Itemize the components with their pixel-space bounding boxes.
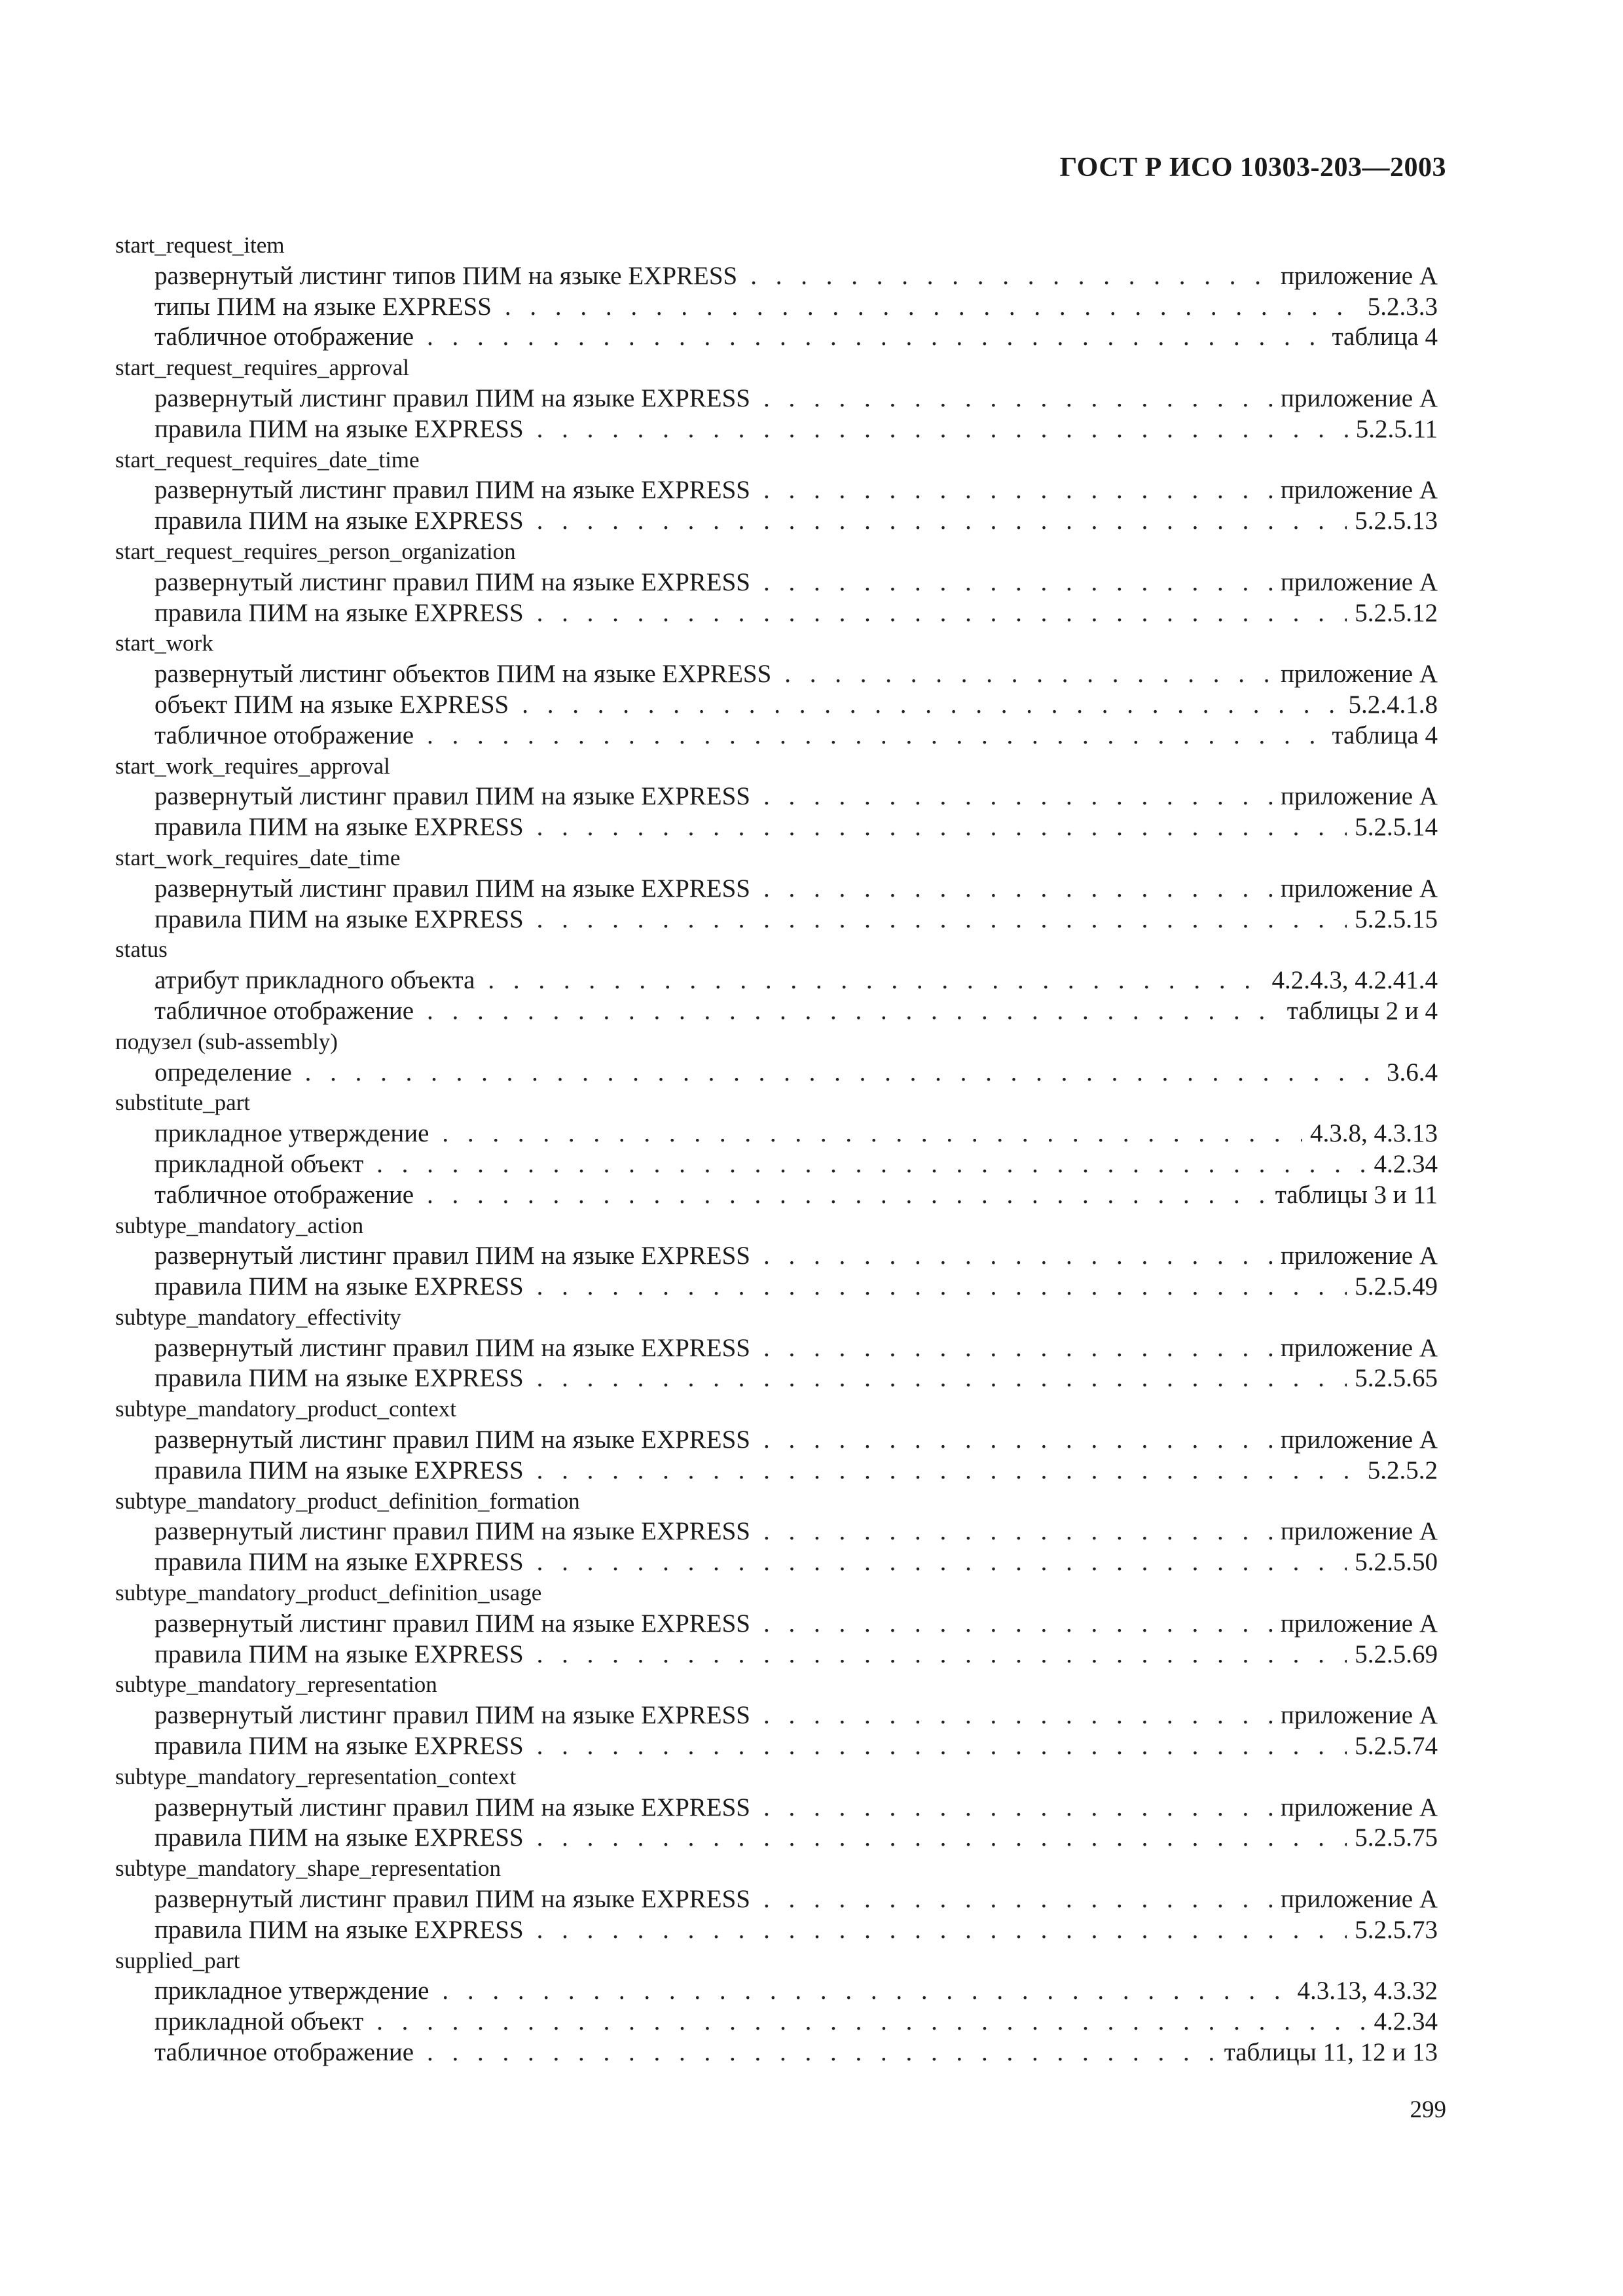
index-entry bbox=[115, 1976, 1438, 2007]
entry-reference: приложение А bbox=[1281, 782, 1438, 811]
entry-reference: 5.2.4.1.8 bbox=[1348, 690, 1438, 719]
entry-label: типы ПИМ на языке EXPRESS bbox=[155, 292, 492, 321]
index-entry bbox=[115, 1640, 1438, 1670]
entry-label: развернутый листинг типов ПИМ на языке EXPRESS bbox=[155, 261, 738, 290]
entry-label: определение bbox=[155, 1058, 292, 1086]
entry-reference: приложение А bbox=[1281, 261, 1438, 290]
entry-label: развернутый листинг правил ПИМ на языке EXPRESS bbox=[155, 1426, 750, 1454]
index-entry bbox=[115, 1884, 1438, 1915]
entry-label: развернутый листинг правил ПИМ на языке EXPRESS bbox=[155, 874, 750, 903]
dot-leader bbox=[537, 1915, 1347, 1946]
entry-label: правила ПИМ на языке EXPRESS bbox=[155, 905, 524, 933]
entry-reference: приложение А bbox=[1281, 1701, 1438, 1730]
dot-leader bbox=[763, 475, 1273, 506]
index-entry bbox=[115, 905, 1438, 935]
entry-label: развернутый листинг правил ПИМ на языке EXPRESS bbox=[155, 1242, 750, 1270]
dot-leader bbox=[763, 1241, 1273, 1272]
dot-leader bbox=[763, 1425, 1273, 1456]
index-term: start_request_requires_date_time bbox=[115, 446, 420, 473]
dot-leader bbox=[763, 1333, 1273, 1364]
dot-leader bbox=[537, 812, 1347, 843]
index-entry bbox=[115, 322, 1438, 353]
index-term: subtype_mandatory_representation bbox=[115, 1672, 437, 1698]
index-entry bbox=[115, 1241, 1438, 1272]
index-entry bbox=[115, 506, 1438, 537]
dot-leader bbox=[427, 322, 1324, 353]
index-entry bbox=[115, 384, 1438, 414]
entry-reference: приложение А bbox=[1281, 874, 1438, 903]
dot-leader bbox=[376, 1149, 1366, 1180]
entry-label: прикладной объект bbox=[155, 2007, 364, 2036]
entry-reference: 5.2.5.65 bbox=[1355, 1364, 1438, 1393]
index-entry bbox=[115, 261, 1438, 292]
index-term: subtype_mandatory_product_context bbox=[115, 1396, 456, 1422]
index-entry bbox=[115, 598, 1438, 629]
index-entry bbox=[115, 1915, 1438, 1946]
entry-reference: 5.2.3.3 bbox=[1367, 292, 1438, 321]
entry-reference: приложение А bbox=[1281, 1426, 1438, 1454]
index-term: status bbox=[115, 937, 168, 963]
index-entry bbox=[115, 1180, 1438, 1211]
dot-leader bbox=[522, 690, 1340, 721]
entry-label: прикладное утверждение bbox=[155, 1119, 429, 1148]
entry-label: развернутый листинг правил ПИМ на языке EXPRESS bbox=[155, 476, 750, 505]
entry-reference: 5.2.5.11 bbox=[1355, 414, 1438, 443]
index-entry bbox=[115, 1363, 1438, 1394]
index-entry bbox=[115, 659, 1438, 690]
entry-reference: таблицы 2 и 4 bbox=[1286, 996, 1438, 1025]
entry-label: развернутый листинг правил ПИМ на языке EXPRESS bbox=[155, 1793, 750, 1821]
entry-label: правила ПИМ на языке EXPRESS bbox=[155, 1823, 524, 1852]
entry-reference: 4.3.8, 4.3.13 bbox=[1310, 1119, 1438, 1148]
index-entry bbox=[115, 475, 1438, 506]
index-term: подузел (sub-assembly) bbox=[115, 1028, 338, 1054]
entry-label: правила ПИМ на языке EXPRESS bbox=[155, 1640, 524, 1668]
index-entry bbox=[115, 1731, 1438, 1762]
dot-leader bbox=[537, 598, 1347, 629]
dot-leader bbox=[442, 1976, 1289, 2007]
dot-leader bbox=[763, 1609, 1273, 1640]
entry-reference: таблица 4 bbox=[1332, 323, 1438, 351]
dot-leader bbox=[488, 965, 1264, 996]
dot-leader bbox=[537, 1823, 1347, 1854]
index-entry bbox=[115, 1793, 1438, 1823]
entry-label: правила ПИМ на языке EXPRESS bbox=[155, 1548, 524, 1577]
entry-label: табличное отображение bbox=[155, 1180, 414, 1209]
dot-leader bbox=[427, 996, 1279, 1027]
entry-reference: 5.2.5.15 bbox=[1355, 905, 1438, 933]
index-entry bbox=[115, 1425, 1438, 1456]
index-entry bbox=[115, 1149, 1438, 1180]
index-term: start_work_requires_approval bbox=[115, 753, 390, 779]
entry-reference: 4.2.34 bbox=[1374, 1149, 1438, 1178]
entry-reference: приложение А bbox=[1281, 1885, 1438, 1914]
entry-reference: приложение А bbox=[1281, 1517, 1438, 1546]
dot-leader bbox=[537, 1363, 1347, 1394]
dot-leader bbox=[763, 1884, 1273, 1915]
index-entry bbox=[115, 1700, 1438, 1731]
entry-reference: 5.2.5.74 bbox=[1355, 1732, 1438, 1761]
index-term: start_request_item bbox=[115, 232, 285, 258]
index-term: subtype_mandatory_shape_representation bbox=[115, 1856, 501, 1882]
index-term: subtype_mandatory_representation_context bbox=[115, 1763, 517, 1789]
index-term: subtype_mandatory_action bbox=[115, 1212, 364, 1238]
dot-leader bbox=[537, 1547, 1347, 1578]
entry-reference: 5.2.5.73 bbox=[1355, 1915, 1438, 1944]
dot-leader bbox=[537, 905, 1347, 935]
entry-label: правила ПИМ на языке EXPRESS bbox=[155, 1272, 524, 1301]
index-entry bbox=[115, 812, 1438, 843]
entry-reference: 3.6.4 bbox=[1387, 1058, 1438, 1086]
entry-reference: 4.2.34 bbox=[1374, 2007, 1438, 2036]
entry-reference: 5.2.5.50 bbox=[1355, 1548, 1438, 1577]
entry-label: правила ПИМ на языке EXPRESS bbox=[155, 598, 524, 627]
entry-label: правила ПИМ на языке EXPRESS bbox=[155, 1364, 524, 1393]
entry-reference: таблица 4 bbox=[1332, 721, 1438, 749]
entry-label: правила ПИМ на языке EXPRESS bbox=[155, 1915, 524, 1944]
entry-label: табличное отображение bbox=[155, 996, 414, 1025]
index-list bbox=[115, 230, 1438, 2068]
index-term: supplied_part bbox=[115, 1947, 240, 1973]
dot-leader bbox=[537, 1272, 1347, 1302]
dot-leader bbox=[427, 1180, 1267, 1211]
index-entry bbox=[115, 1333, 1438, 1364]
index-term: start_request_requires_person_organization bbox=[115, 538, 516, 564]
entry-label: развернутый листинг правил ПИМ на языке EXPRESS bbox=[155, 384, 750, 412]
entry-label: табличное отображение bbox=[155, 323, 414, 351]
entry-label: правила ПИМ на языке EXPRESS bbox=[155, 1456, 524, 1484]
index-term: subtype_mandatory_effectivity bbox=[115, 1304, 401, 1330]
dot-leader bbox=[784, 659, 1273, 690]
entry-label: атрибут прикладного объекта bbox=[155, 966, 475, 995]
index-entry bbox=[115, 721, 1438, 751]
dot-leader bbox=[537, 1456, 1360, 1486]
entry-reference: приложение А bbox=[1281, 1333, 1438, 1362]
page-header-title: ГОСТ Р ИСО 10303-203—2003 bbox=[1059, 152, 1446, 183]
index-entry bbox=[115, 1058, 1438, 1088]
entry-reference: приложение А bbox=[1281, 384, 1438, 412]
index-entry bbox=[115, 1119, 1438, 1149]
entry-reference: 4.3.13, 4.3.32 bbox=[1297, 1977, 1438, 2005]
index-entry bbox=[115, 874, 1438, 905]
index-entry bbox=[115, 1516, 1438, 1547]
entry-reference: приложение А bbox=[1281, 567, 1438, 596]
dot-leader bbox=[763, 384, 1273, 414]
index-entry bbox=[115, 1272, 1438, 1302]
entry-label: правила ПИМ на языке EXPRESS bbox=[155, 507, 524, 535]
entry-reference: 5.2.5.75 bbox=[1355, 1823, 1438, 1852]
entry-label: табличное отображение bbox=[155, 721, 414, 749]
entry-label: прикладной объект bbox=[155, 1149, 364, 1178]
index-entry bbox=[115, 2007, 1438, 2037]
index-entry bbox=[115, 1547, 1438, 1578]
dot-leader bbox=[750, 261, 1273, 292]
entry-label: правила ПИМ на языке EXPRESS bbox=[155, 414, 524, 443]
index-entry bbox=[115, 414, 1438, 445]
entry-label: развернутый листинг объектов ПИМ на языке EXPRESS bbox=[155, 660, 772, 689]
dot-leader bbox=[537, 414, 1348, 445]
entry-label: табличное отображение bbox=[155, 2038, 414, 2067]
entry-reference: приложение А bbox=[1281, 1609, 1438, 1638]
entry-label: развернутый листинг правил ПИМ на языке EXPRESS bbox=[155, 1609, 750, 1638]
entry-label: прикладное утверждение bbox=[155, 1977, 429, 2005]
dot-leader bbox=[442, 1119, 1302, 1149]
dot-leader bbox=[427, 2037, 1216, 2068]
dot-leader bbox=[763, 1700, 1273, 1731]
index-entry bbox=[115, 690, 1438, 721]
entry-reference: 5.2.5.13 bbox=[1355, 507, 1438, 535]
entry-reference: приложение А bbox=[1281, 1242, 1438, 1270]
dot-leader bbox=[763, 1793, 1273, 1823]
index-term: substitute_part bbox=[115, 1090, 251, 1116]
entry-label: развернутый листинг правил ПИМ на языке EXPRESS bbox=[155, 1517, 750, 1546]
entry-reference: таблицы 3 и 11 bbox=[1275, 1180, 1438, 1209]
index-entry bbox=[115, 1609, 1438, 1640]
dot-leader bbox=[537, 506, 1347, 537]
dot-leader bbox=[427, 721, 1324, 751]
index-entry bbox=[115, 1823, 1438, 1854]
entry-reference: 5.2.5.14 bbox=[1355, 813, 1438, 842]
entry-label: развернутый листинг правил ПИМ на языке EXPRESS bbox=[155, 1885, 750, 1914]
entry-reference: приложение А bbox=[1281, 660, 1438, 689]
entry-label: развернутый листинг правил ПИМ на языке EXPRESS bbox=[155, 567, 750, 596]
entry-reference: 5.2.5.69 bbox=[1355, 1640, 1438, 1668]
entry-reference: приложение А bbox=[1281, 476, 1438, 505]
entry-label: правила ПИМ на языке EXPRESS bbox=[155, 813, 524, 842]
dot-leader bbox=[763, 874, 1273, 905]
entry-label: правила ПИМ на языке EXPRESS bbox=[155, 1732, 524, 1761]
dot-leader bbox=[763, 781, 1273, 812]
entry-label: развернутый листинг правил ПИМ на языке EXPRESS bbox=[155, 1333, 750, 1362]
index-term: subtype_mandatory_product_definition_formation bbox=[115, 1488, 580, 1514]
index-term: start_work_requires_date_time bbox=[115, 844, 401, 870]
entry-reference: 5.2.5.49 bbox=[1355, 1272, 1438, 1301]
entry-reference: приложение А bbox=[1281, 1793, 1438, 1821]
entry-label: объект ПИМ на языке EXPRESS bbox=[155, 690, 509, 719]
index-term: subtype_mandatory_product_definition_usage bbox=[115, 1580, 542, 1606]
dot-leader bbox=[505, 292, 1360, 323]
entry-reference: таблицы 11, 12 и 13 bbox=[1224, 2038, 1438, 2067]
entry-label: развернутый листинг правил ПИМ на языке EXPRESS bbox=[155, 782, 750, 811]
index-entry bbox=[115, 781, 1438, 812]
index-term: start_request_requires_approval bbox=[115, 355, 410, 381]
index-entry bbox=[115, 965, 1438, 996]
entry-label: развернутый листинг правил ПИМ на языке EXPRESS bbox=[155, 1701, 750, 1730]
dot-leader bbox=[763, 567, 1273, 598]
index-entry bbox=[115, 292, 1438, 323]
dot-leader bbox=[305, 1058, 1379, 1088]
entry-reference: 5.2.5.12 bbox=[1355, 598, 1438, 627]
dot-leader bbox=[537, 1640, 1347, 1670]
page-number: 299 bbox=[1410, 2096, 1446, 2123]
entry-reference: 5.2.5.2 bbox=[1367, 1456, 1438, 1484]
index-entry bbox=[115, 996, 1438, 1027]
index-entry bbox=[115, 2037, 1438, 2068]
index-entry bbox=[115, 567, 1438, 598]
entry-reference: 4.2.4.3, 4.2.41.4 bbox=[1271, 966, 1438, 995]
index-entry bbox=[115, 1456, 1438, 1486]
dot-leader bbox=[763, 1516, 1273, 1547]
dot-leader bbox=[376, 2007, 1366, 2037]
index-term: start_work bbox=[115, 630, 213, 656]
dot-leader bbox=[537, 1731, 1347, 1762]
